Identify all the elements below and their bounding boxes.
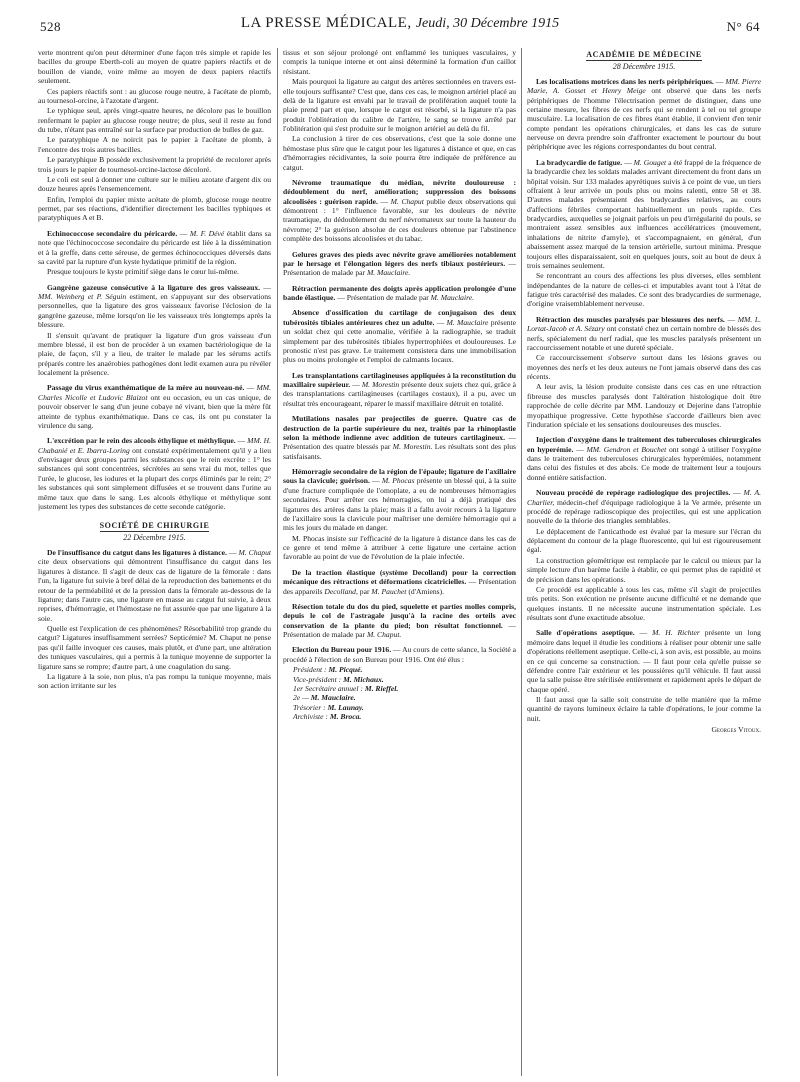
column-rule <box>277 48 278 1076</box>
article-author: M. Chaput. <box>366 630 402 639</box>
article-author: M. Mauclaire <box>446 317 489 327</box>
article-text: présente un soldat chez qui cette anomalie, vérifiée à la radiographie, se traduit simplement par des tubérosités tibiales hypertrophiées et douloureuses. Le pronostic n'est pas grave. Le traitement consistera dans une immobilisation plus ou moins prolongée et l'emploi de calmants locaux. <box>283 317 516 365</box>
article-nevrome: Névrome traumatique du médian, névrite douloureuse : dédoublement du nerf, amélioration; suppression des boissons alcoolisées : guérison rapide. — M. Chaput publie deux observations qui démontrent : 1° l'influence favorable, sur les douleurs de névrite traumatique, du dédoublement du nerf névromateux sur toute la hauteur du névrome; 2° la guérison absolue de ces douleurs obtenue par l'abstinence complète des boissons alcoolisées et du tabac. <box>283 177 516 244</box>
masthead-title: LA PRESSE MÉDICALE, <box>240 15 412 31</box>
article-retraction-muscles: Rétraction des muscles paralysés par blessures des nerfs. — MM. L. Lortat-Jacob et A. Sézary ont constaté chez un certain nombre de blessés des nerfs, spécialement du nerf radial, que les muscles paralysés présentent un raccourcissement notable et une dureté spéciale. <box>527 314 761 352</box>
article-author: MM. Charles Nicolle et Ludovic Blaizot <box>38 383 271 402</box>
bureau-list <box>293 665 516 721</box>
article-title: Election du Bureau pour 1916. <box>292 645 392 655</box>
paragraph: Ce raccourcissement s'observe surtout dans les lésions graves ou moyennes des nerfs et les deux auteurs ne l'ont jamais observé dans des cas récents. <box>527 353 761 381</box>
article-text: ont songé à utiliser l'oxygène dans le traitement des tuberculoses chirurgicales hyperémiées, notamment dans celui des fistules et des abcès. Ce mode de traitement leur a toujours donné entière satisfaction. <box>527 444 761 482</box>
column-rule <box>521 48 522 1076</box>
paragraph: A leur avis, la lésion produite consiste dans ces cas en une rétraction fibreuse des muscles paralysés dont l'altération histologique doit être rapprochée de celle décrite par MM. Landouzy et Dejerine dans l'atrophie myopathique progressive. Cette hypothèse s'accorde d'ailleurs bien avec l'induration spéciale et les sensations douloureuses des muscles. <box>527 382 761 429</box>
article-resection: Résection totale du dos du pied, squelette et parties molles compris, depuis le col de l'astragale jusqu'à la racine des orteils avec conservation de la plante du pied; bon résultat fonctionnel. — Présentation de malade par M. Chaput. <box>283 601 516 639</box>
article-title: Les localisations motrices dans les nerfs périphériques. <box>536 76 714 86</box>
article-title: Rétraction des muscles paralysés par blessures des nerfs. <box>536 314 725 324</box>
article-text: présente deux sujets chez qui, grâce à des transplantations cartilagineuses (cartilages costaux), il a pu, avec un résultat très encourageant, réparer le massif maxillaire détruit en totalité. <box>283 380 516 408</box>
section-date: 22 Décembre 1915. <box>123 533 186 543</box>
article-title: Mutilations nasales par projectiles de guerre. Quatre cas de destruction de la partie supérieure du nez, traités par la rhinoplastie selon la méthode indienne avec addition de tuteurs cartilagineux. <box>283 414 516 442</box>
paragraph: Le déplacement de l'anticathode est évalué par la mesure sur l'écran du déplacement du contour de la plage fluorescente, qui lui est rigoureusement égal. <box>527 526 761 555</box>
page-header <box>40 15 760 39</box>
paragraph: Il faut aussi que la salle soit construite de telle manière que la même quantité de rayons lumineux éclaire la table d'opérations, le jour comme la nuit. <box>527 695 761 723</box>
article-author: MM. H. Chabanié et E. Ibarra-Loring <box>38 436 271 455</box>
article-text: Présentation de malade par <box>283 268 366 278</box>
article-text: médecin-chef d'équipage radiologique à la Ve armée, présente un procédé de repérage radioscopique des projectiles, qui est une application nouvelle de la théorie des triangles semblables. <box>527 497 761 526</box>
column-3 <box>527 48 761 1078</box>
article-text: (d'Amiens). <box>408 586 445 596</box>
signature: Georges Vitoux. <box>711 725 761 735</box>
article-author: M. Gouget <box>633 157 667 167</box>
bureau-name: M. Picqué. <box>328 665 363 675</box>
article-text: Présentation des appareils <box>283 577 516 596</box>
article-title: De la traction élastique (système Decolland) pour la correction mécanique des rétractions et déformations cicatricielles. <box>283 567 516 587</box>
article-text: présente un long mémoire dans lequel il étudie les conditions à réaliser pour obtenir une salle d'opérations réellement aseptique. Celle-ci, à son avis, est possible, au moins en ce qui concerne sa construction. — Il faut pour cela qu'elle puisse se défendre contre l'air extérieur et les poussières qu'il véhicule. Il faut aussi que la salle puisse être stérilisée entièrement et rapidement après le départ de chaque opéré. <box>527 628 761 694</box>
paragraph: Ce procédé est applicable à tous les cas, même s'il s'agit de projectiles très petits. Son exécution ne présente aucune difficulté et ne demande que quelques instants. Il ne nécessite aucune instrumentation spéciale. Les résultats sont d'une exactitude absolue. <box>527 584 761 622</box>
article-text: Présentation des quatre blessés par <box>283 442 391 452</box>
article-title: La bradycardie de fatigue. <box>536 157 623 167</box>
paragraph: La construction géométrique est remplacée par le calcul ou mieux par la simple lecture d'un barème facile à établir, ce qui permet plus de rapidité et de précision dans les opérations. <box>527 555 761 584</box>
paragraph: M. Phocas insiste sur l'efficacité de la ligature à distance dans les cas de ce genre et tend même à attribuer à cette ligature une certaine action favorable au point de vue de l'évolution de la plaie infectée. <box>283 533 516 562</box>
article-author: M. F. Dévé <box>189 228 225 238</box>
column-2 <box>283 48 516 1078</box>
article-title: De l'insuffisance du catgut dans les ligatures à distance. <box>47 548 227 557</box>
article-author: M. Morestin. <box>392 442 433 452</box>
article-title: Nouveau procédé de repérage radiologique des projectiles. <box>536 488 731 498</box>
article-excretion: L'excrétion par le rein des alcools éthylique et méthylique. — MM. H. Chabanié et E. Ibarra-Loring ont constaté expérimentalement qu'il y a lieu d'envisager deux groupes parmi les substances que le rein excrète : 1° les substances qui sont concentrées, sécrétées au sens vrai du mot, telles que l'urée, le glucose, les iodures et la plupart des corps éliminés par le rein; 2° les substances qui sont simplement diffusées et se trouvent dans l'urine au même taux que dans le sang. Les alcools éthylique et méthylique sont justement les types des substances de cette seconde catégorie. <box>38 436 271 511</box>
article-text: ont constaté expérimentalement qu'il y a lieu d'envisager deux groupes parmi les substances que le rein excrète : 1° les substances qui sont concentrées, sécrétées au sens vrai du mot, telles que l'urée, le glucose, les iodures et la plupart des corps éliminés par le rein; 2° les substances qui sont simplement diffusées et se trouvent dans l'urine au même taux que dans le sang. Les alcools éthylique et méthylique sont justement les types des substances de cette seconde catégorie. <box>38 445 271 511</box>
section-heading <box>527 50 761 60</box>
article-ossification: Absence d'ossification du cartilage de conjugaison des deux tubérosités tibiales antérieures chez un adulte. — M. Mauclaire présente un soldat chez qui cette anomalie, vérifiée à la radiographie, se traduit simplement par des tubérosités tibiales hypertrophiées et douloureuses. Le pronostic n'est pas grave. Le traitement consistera dans une immobilisation plus ou moins prolongée et l'emploi de calmants locaux. <box>283 308 516 365</box>
article-author: MM. Weinberg et P. Séguin <box>38 292 127 301</box>
article-election: Election du Bureau pour 1916. — Au cours de cette séance, la Société a procédé à l'élection de son Bureau pour 1916. Ont été élus : <box>283 645 516 664</box>
article-title: L'excrétion par le rein des alcools éthylique et méthylique. <box>47 436 236 446</box>
bureau-entry <box>293 675 516 684</box>
paragraph: Le paratyphique A ne noircit pas le papier à l'acétate de plomb, à l'encontre des trois autres bacilles. <box>38 135 271 154</box>
article-text: par <box>359 586 370 596</box>
article-localisations: Les localisations motrices dans les nerfs périphériques. — MM. Pierre Marie, A. Gosset et Henry Meige ont observé que dans les nerfs périphériques de l'homme l'électrisation permet de distinguer, dans une certaine mesure, les fibres de ces nerfs qui se rendent à tel ou tel groupe musculaire. La localisation de ces fibres étant établie, il convient d'en tenir compte pendant les opérations chirurgicales, et dans les cas de suture nerveuse on devra prendre soin d'affronter exactement le pourtour du bout périphérique avec les régions correspondantes du bout central. <box>527 76 761 152</box>
article-title: Absence d'ossification du cartilage de conjugaison des deux tubérosités tibiales antérieures chez un adulte. <box>283 308 516 327</box>
bureau-name: M. Rieffel. <box>364 683 399 693</box>
bureau-entry <box>293 684 516 693</box>
article-echinococcose: Echinococcose secondaire du péricarde. — M. F. Dévé établit dans sa note que l'échinococcose secondaire du péricarde est liée à la dissémination et à la greffe, dans cette séreuse, de germes échinococciques déversés dans sa cavité par la rupture d'un kyste hydatique primitif de la région. <box>38 228 271 266</box>
article-author: M. Chaput <box>238 548 271 557</box>
article-retraction: Rétraction permanente des doigts après application prolongée d'une bande élastique. — Présentation de malade par M. Mauclaire. <box>283 283 516 302</box>
article-text: établit dans sa note que l'échinococcose secondaire du péricarde est liée à la dissémination et à la greffe, dans cette séreuse, de germes échinococciques déversés dans sa cavité par la rupture d'un kyste hydatique primitif de la région. <box>38 228 271 266</box>
bureau-name: M. Broca. <box>329 712 362 721</box>
article-mutilations: Mutilations nasales par projectiles de guerre. Quatre cas de destruction de la partie supérieure du nez, traités par la rhinoplastie selon la méthode indienne avec addition de tuteurs cartilagineux. — Présentation des quatre blessés par M. Morestin. Les résultats sont des plus satisfaisants. <box>283 414 516 461</box>
newspaper-title <box>40 15 760 32</box>
article-text: Au cours de cette séance, la Société a procédé à l'élection de son Bureau pour 1916. Ont été élus : <box>283 645 516 664</box>
article-author: M. Phocas <box>381 476 415 486</box>
article-title: Echinococcose secondaire du péricarde. <box>47 228 178 238</box>
article-title: Rétraction permanente des doigts après application prolongée d'une bande élastique. <box>283 283 516 302</box>
article-gelures: Gelures graves des pieds avec névrite grave améliorées notablement par le hersage et l'élongation légers des nerfs tibiaux postérieurs. — Présentation de malade par M. Mauclaire. <box>283 249 516 278</box>
article-virus: Passage du virus exanthématique de la mère au nouveau-né. — MM. Charles Nicolle et Ludovic Blaizot ont eu occasion, eu un cas unique, de pouvoir observer le sang d'un jeune cobaye né vivant, bien que la mère fût atteinte de typhus exanthématique. Dans ce cas, ils ont pu constater la virulence du sang. <box>38 383 271 430</box>
article-bradycardie: La bradycardie de fatigue. — M. Gouget a été frappé de la fréquence de la bradycardie chez les soldats malades arrivant directement du front dans un hôpital voisin. Sur 133 malades apyrétiques suivis à ce point de vue, un tiers offraient à leur arrivée un pouls plus ou moins ralenti, entre 58 et 38. D'autres malades présentaient des bradycardies relatives, au cours d'affections fébriles comportant habituellement un pouls rapide. Ces bradycardies, auxquelles se joignait parfois un peu d'irrégularité du pouls, se montraient assez sensibles aux influences accélératrices (mouvement, inhalations de nitrite d'amyle), et s'accompagnaient, en général, d'un abaissement assez marqué de la tension artérielle, surtout minima. Presque toujours elles disparaissaient, soit en quelques jours, soit au bout de deux à trois semaines seulement. <box>527 157 761 270</box>
bureau-entry <box>293 693 516 702</box>
paragraph: Ces papiers réactifs sont : au glucose rouge neutre, à l'acétate de plomb, au tournesol-orcine, à l'azotate d'argent. <box>38 86 271 105</box>
article-text: cite deux observations qui démontrent l'insuffisance du catgut dans les ligatures à distance. Il s'agit de deux cas de ligature de la fémorale : dans l'un, la ligature fut suivie à bref délai de la reproduction des battements et du retour de la perméabilité et de la pression dans la fémorale au-dessous de la ligature; dans l'autre cas, une ligature en masse au catgut fut suivie, à deux reprises, d'hémorragie, et l'hémostase ne fut assurée que par une ligature à la soie. <box>38 557 271 623</box>
article-transplantations: Les transplantations cartilagineuses appliquées à la reconstitution du maxillaire supérieur. — M. Morestin présente deux sujets chez qui, grâce à des transplantations cartilagineuses (cartilages costaux), il a pu, avec un résultat très encourageant, réparer le massif maxillaire détruit en totalité. <box>283 370 516 408</box>
article-traction: De la traction élastique (système Decolland) pour la correction mécanique des rétractions et déformations cicatricielles. — Présentation des appareils Decolland, par M. Pauchet (d'Amiens). <box>283 567 516 596</box>
article-author: M. Mauclaire. <box>366 268 411 278</box>
article-title: Salle d'opérations aseptique. <box>536 628 635 638</box>
paragraph: Mais pourquoi la ligature au catgut des artères sectionnées en travers est-elle toujours suffisante? C'est que, dans ces cas, le moignon artériel placé au delà de la ligature est envahi par le travail de prolifération auquel toute la plaie prend part et que, lorsque le catgut est résorbé, si la ligature n'a pas produit l'oblitération du calibre de l'artère, le sang se trouve arrêté par l'oblitération qui s'est produite sur le moignon artériel au delà du fil. <box>283 77 516 133</box>
bureau-entry <box>293 665 516 674</box>
paragraph: Se rencontrant au cours des affections les plus diverses, elles semblent indépendantes de la nature de celles-ci et imputables avant tout à l'état de fatigue très caractérisé des malades. Ce sont des bradycardies de surmenage, d'origine vraisemblablement nerveuse. <box>527 271 761 309</box>
bureau-role: Trésorier : <box>293 702 326 712</box>
issue-number: N° 64 <box>726 19 760 34</box>
paragraph: verte montrent qu'on peut déterminer d'une façon très simple et rapide les bacilles du groupe Eberth-coli au moyen de quatre papiers réactifs et de bouillon de viande, voire même au moyen de deux papiers réactifs seulement. <box>38 48 271 86</box>
article-title: Résection totale du dos du pied, squelette et parties molles compris, depuis le col de l'astragale jusqu'à la racine des orteils avec conservation de la plante du pied; bon résultat fonctionnel. <box>283 601 516 630</box>
article-text: Présentation de malade par <box>346 293 429 302</box>
paragraph: La ligature à la soie, non plus, n'a pas rompu la tunique moyenne, mais son action irritante sur les <box>38 671 271 691</box>
article-author: M. Mauclaire. <box>430 293 475 302</box>
article-text: a été frappé de la fréquence de la bradycardie chez les soldats malades arrivant directement du front dans un hôpital voisin. Sur 133 malades apyrétiques suivis à ce point de vue, un tiers offraient à leur arrivée un pouls plus ou moins ralenti, entre 58 et 38. D'autres malades présentaient des bradycardies relatives, au cours d'affections fébriles comportant habituellement un pouls rapide. Ces bradycardies, auxquelles se joignait parfois un peu d'irrégularité du pouls, se montraient assez sensibles aux influences accélératrices (mouvement, inhalations de nitrite d'amyle), et s'accompagnaient, en général, d'un abaissement assez marqué de la tension artérielle, surtout minima. Presque toujours elles disparaissaient, soit en quelques jours, soit au bout de deux à trois semaines seulement. <box>527 157 761 270</box>
article-text: publie deux observations qui démontrent : 1° l'influence favorable, sur les douleurs de névrite traumatique, du dédoublement du nerf névromateux sur toute la hauteur du névrome; 2° la guérison absolue de ces douleurs obtenue par l'abstinence complète des boissons alcoolisées et du tabac. <box>283 196 516 244</box>
article-author: Decolland, <box>324 586 358 596</box>
paragraph: Presque toujours le kyste primitif siège dans le cœur lui-même. <box>47 267 239 277</box>
article-title: Névrome traumatique du médian, névrite douloureuse : dédoublement du nerf, amélioration; suppression des boissons alcoolisées : guérison rapide. <box>283 177 516 206</box>
article-title: Gelures graves des pieds avec névrite grave améliorées notablement par le hersage et l'élongation légers des nerfs tibiaux postérieurs. <box>283 249 516 268</box>
article-salle: Salle d'opérations aseptique. — M. H. Richter présente un long mémoire dans lequel il étudie les conditions à réaliser pour obtenir une salle d'opérations réellement aseptique. Celle-ci, à son avis, est possible, au moins en ce qui concerne sa construction. — Il faut pour cela qu'elle puisse se défendre contre l'air extérieur et les poussières qu'il véhicule. Il faut aussi que la salle puisse être stérilisée entièrement et rapidement après le départ de chaque opéré. <box>527 628 761 694</box>
bureau-role: 1er Secrétaire annuel : <box>293 683 363 693</box>
paragraph: Il s'ensuit qu'avant de pratiquer la ligature d'un gros vaisseau d'un membre blessé, il est bon de procéder à un examen bactériologique de la plaie, de façon, s'il y a lieu, de traiter le malade par les sérums actifs préparés contre les anaérobies pathogènes dont ledit examen aura pu révéler localement la présence. <box>38 330 271 377</box>
article-hemorragie: Hémorragie secondaire de la région de l'épaule; ligature de l'axillaire sous la clavicule; guérison. — M. Phocas présente un blessé qui, à la suite d'une fracture compliquée de l'omoplate, a eu de nombreuses hémorragies secondaires. Pour arrêter ces hémorragies, on lui a déjà pratiqué des ligatures des artères dans la plaie; mais il a fallu avoir recours à la ligature de l'axillaire sous la clavicule pour maîtriser une dernière hémorragie qui a mis les jours du malade en danger. <box>283 467 516 533</box>
article-oxygene: Injection d'oxygène dans le traitement des tuberculoses chirurgicales en hyperémie. — MM. Gendron et Bouchet ont songé à utiliser l'oxygène dans le traitement des tuberculoses chirurgicales hyperémiées, notamment dans celui des fistules et des abcès. Ce mode de traitement leur a toujours donné entière satisfaction. <box>527 435 761 482</box>
article-title: Les transplantations cartilagineuses appliquées à la reconstitution du maxillaire supérieur. <box>283 370 516 389</box>
bureau-role: Président : <box>293 665 327 675</box>
bureau-name: M. Mauclaire. <box>310 693 356 703</box>
page-number: 528 <box>40 19 61 34</box>
article-author: MM. L. Lortat-Jacob et A. Sézary <box>527 314 761 334</box>
article-author: M. H. Richter <box>652 628 700 638</box>
article-text: Les résultats sont des plus satisfaisants. <box>283 442 516 461</box>
article-author: M. Morestin <box>361 380 400 389</box>
article-title: Gangrène gazeuse consécutive à la ligature des gros vaisseaux. <box>47 282 261 292</box>
paragraph: tissus et son séjour prolongé ont enflammé les tuniques vasculaires, y compris la tunique interne et ont ainsi déterminé la formation d'un caillot résistant. <box>283 48 516 76</box>
bureau-entry <box>293 712 516 721</box>
article-title: Injection d'oxygène dans le traitement des tuberculoses chirurgicales en hyperémie. <box>527 435 761 454</box>
article-author: M. Pauchet <box>371 586 407 596</box>
article-author: M. Chaput <box>390 196 424 206</box>
bureau-name: M. Michaux. <box>343 674 384 684</box>
article-title: Hémorragie secondaire de la région de l'épaule; ligature de l'axillaire sous la clavicule; guérison. <box>283 467 516 486</box>
article-catgut: De l'insuffisance du catgut dans les ligatures à distance. — M. Chaput cite deux observations qui démontrent l'insuffisance du catgut dans les ligatures à distance. Il s'agit de deux cas de ligature de la fémorale : dans l'un, la ligature fut suivie à bref délai de la reproduction des battements et du retour de la perméabilité et de la pression dans la fémorale au-dessous de la ligature; dans l'autre cas, une ligature en masse au catgut fut suivie, à deux reprises, d'hémorragie, et l'hémostase ne fut assurée que par une ligature à la soie. <box>38 548 271 623</box>
paragraph: Quelle est l'explication de ces phénomènes? Résorbabilité trop grande du catgut? Ligatures insuffisamment serrées? Septicémie? M. Chaput ne pense pas qu'il faille invoquer ces causes, mais plutôt, et d'une part, une altération des tuniques vasculaires, qui a permis à la tunique moyenne de supporter la ligature sans se rompre; d'autre part, à une coagulation du sang. <box>38 624 271 671</box>
bureau-name: M. Launay. <box>327 702 364 712</box>
article-author: MM. Pierre Marie, A. Gosset et Henry Meige <box>527 76 761 96</box>
article-text: présente un blessé qui, à la suite d'une fracture compliquée de l'omoplate, a eu de nombreuses hémorragies secondaires. Pour arrêter ces hémorragies, on lui a déjà pratiqué des ligatures des artères dans la plaie; mais il a fallu avoir recours à la ligature de l'axillaire sous la clavicule pour maîtriser une dernière hémorragie qui a mis les jours du malade en danger. <box>283 476 516 533</box>
paragraph: La conclusion à tirer de ces observations, c'est que la soie donne une hémostase plus sûre que le catgut pour les ligatures à distance et que, en cas d'hémorragies récidivantes, la soie pourra être indiquée de préférence au catgut. <box>283 134 516 172</box>
section-date: 28 Décembre 1915. <box>612 61 676 71</box>
section-title: ACADÉMIE DE MÉDECINE <box>586 50 702 59</box>
issue-date: Jeudi, 30 Décembre 1915 <box>415 16 560 31</box>
paragraph: Le coli est seul à donner une culture sur le milieu azotate d'argent dix ou douze heures après l'ensemencement. <box>38 174 271 194</box>
article-reperage: Nouveau procédé de repérage radiologique des projectiles. — M. A. Charlier, médecin-chef d'équipage radiologique à la Ve armée, présente un procédé de repérage radioscopique des projectiles, qui est une application nouvelle de la théorie des triangles semblables. <box>527 488 761 526</box>
column-1 <box>38 48 271 1078</box>
section-title: SOCIÉTÉ DE CHIRURGIE <box>99 521 210 531</box>
article-gangrene: Gangrène gazeuse consécutive à la ligature des gros vaisseaux. — MM. Weinberg et P. Séguin estiment, en s'appuyant sur des observations personnelles, que la ligature des gros vaisseaux favorise l'éclosion de la gangrène gazeuse, même lorsqu'on lie les vaisseaux très longtemps après la blessure. <box>38 282 271 330</box>
paragraph: Enfin, l'emploi du papier mixte acétate de plomb, glucose rouge neutre permet, par ses réactions, d'identifier directement les bacilles typhiques et paratyphiques A et B. <box>38 194 271 223</box>
article-text: estiment, en s'appuyant sur des observations personnelles, que la ligature des gros vaisseaux favorise l'éclosion de la gangrène gazeuse, même lorsqu'on lie les vaisseaux très longtemps après la blessure. <box>38 292 271 330</box>
paragraph: Le paratyphique B possède exclusivement la propriété de recolorer après trois jours le papier de tournesol-orcine-lactose décoloré. <box>38 155 271 174</box>
section-heading <box>38 521 271 531</box>
article-title: Passage du virus exanthématique de la mère au nouveau-né. <box>47 383 245 393</box>
article-text: ont eu occasion, eu un cas unique, de pouvoir observer le sang d'un jeune cobaye né vivant, bien que la mère fût atteinte de typhus exanthématique. Dans ce cas, ils ont pu constater la virulence du sang. <box>38 392 271 430</box>
bureau-entry <box>293 703 516 712</box>
article-text: ont observé que dans les nerfs périphériques de l'homme l'électrisation permet de distinguer, dans une certaine mesure, les fibres de ces nerfs qui se rendent à tel ou tel groupe musculaire. La localisation de ces fibres étant établie, il convient d'en tenir compte pendant les opérations chirurgicales, et dans les cas de suture nerveuse on devra prendre soin d'affronter exactement le pourtour du bout périphérique avec les régions correspondantes du bout central. <box>527 86 761 152</box>
bureau-role: 2e — <box>293 693 309 703</box>
paragraph: Le typhique seul, après vingt-quatre heures, ne décolore pas le bouillon renfermant le papier au glucose rouge neutre; de plus, seul il reste au fond du tube, n'étant pas entraîné sur la surface par production de bulles de gaz. <box>38 106 271 134</box>
article-author: MM. Gendron et Bouchet <box>586 444 667 454</box>
bureau-role: Vice-président : <box>293 674 342 684</box>
bureau-role: Archiviste : <box>293 712 328 721</box>
article-text: Présentation de malade par <box>283 630 366 639</box>
article-author: M. A. Charlier, <box>527 488 761 507</box>
article-text: ont constaté chez un certain nombre de blessés des nerfs, spécialement du nerf radial, que les muscles paralysés présentent un raccourcissement notable et une dureté spéciale. <box>527 324 761 352</box>
